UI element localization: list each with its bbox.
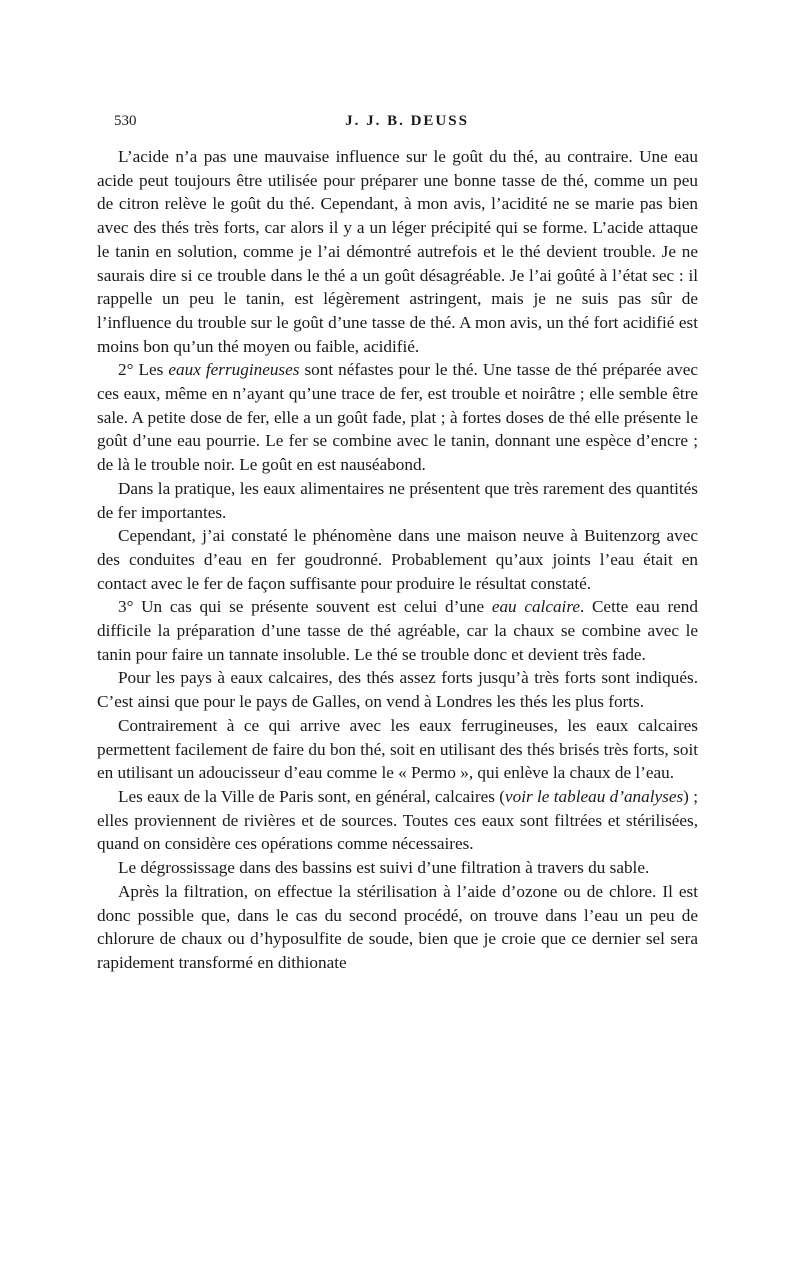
running-head: J. J. B. DEUSS — [345, 113, 469, 129]
paragraph — [97, 856, 698, 880]
text-segment: Après la filtration, on effectue la stérilisation à l’aide d’ozone ou de chlore. Il est donc possible que, dans le cas du second procédé, on trouve dans l’eau un peu de chlorure de chaux ou d’hyposulfite de soude, bien que je croie que ce dernier sel sera rapidement transformé en dithionate — [97, 881, 698, 972]
paragraph — [97, 358, 698, 477]
text-segment: Dans la pratique, les eaux alimentaires ne présentent que très rarement des quantités de fer importantes. — [97, 478, 698, 522]
text-segment: 2° Les — [118, 360, 169, 380]
paragraph — [97, 880, 698, 975]
text-segment: L’acide n’a pas une mauvaise influence sur le goût du thé, au contraire. Une eau acide peut toujours être utilisée pour préparer une bonne tasse de thé, comme un peu de citron relève le goût du thé. Cependant, à mon avis, l’acidité ne se marie pas bien avec des thés très forts, car alors il y a un léger précipité qui se forme. L’acide attaque le tanin en solution, comme je l’ai démontré autrefois et le thé devient trouble. Je ne saurais dire si ce trouble dans le thé a un goût désagréable. Je l’ai goûté à l’état sec : il rappelle un peu le tanin, est légèrement astringent, mais je ne suis pas sûr de l’influence du trouble sur le goût d’une tasse de thé. A mon avis, un thé fort acidifié est moins bon qu’un thé moyen ou faible, acidifié. — [97, 147, 698, 356]
text-segment: Cependant, j’ai constaté le phénomène dans une maison neuve à Buitenzorg avec des conduites d’eau en fer goudronné. Probablement qu’aux joints l’eau était en contact avec le fer de façon suffisante pour produire le résultat constaté. — [97, 526, 698, 593]
text-segment: sont néfastes pour le thé. Une tasse de thé préparée avec ces eaux, même en n’ayant qu’une trace de fer, est trouble et noirâtre ; elle semble être sale. A petite dose de fer, elle a un goût fade, plat ; à fortes doses de thé elle présente le goût d’une eau pourrie. Le fer se combine avec le tanin, donnant une espèce d’encre ; de là le trouble noir. Le goût en est nauséabond. — [97, 360, 698, 475]
text-segment: . Cette eau rend difficile la préparation d’une tasse de thé agréable, car la chaux se combine avec le tanin pour faire un tannate insoluble. Le thé se trouble donc et devient très fade. — [97, 597, 698, 664]
text-segment: 3° Un cas qui se présente souvent est celui d’une — [118, 597, 492, 617]
page-number: 530 — [114, 113, 137, 129]
paragraph — [97, 145, 698, 358]
italic-text: voir le tableau d’analyses — [505, 786, 684, 806]
paragraph — [97, 714, 698, 785]
paragraph — [97, 477, 698, 524]
paragraph — [97, 666, 698, 713]
paragraph — [97, 524, 698, 595]
text-segment: Le dégrossissage dans des bassins est suivi d’une filtration à travers du sable. — [118, 858, 650, 878]
text-segment: Les eaux de la Ville de Paris sont, en général, calcaires ( — [118, 786, 506, 806]
text-segment: Pour les pays à eaux calcaires, des thés assez forts jusqu’à très forts sont indiqués. C’est ainsi que pour le pays de Galles, on vend à Londres les thés les plus forts. — [97, 668, 698, 712]
body-text — [97, 145, 698, 975]
paragraph — [97, 595, 698, 666]
text-segment: Contrairement à ce qui arrive avec les eaux ferrugineuses, les eaux calcaires permettent facilement de faire du bon thé, soit en utilisant des thés brisés très forts, soit en utilisant un adoucisseur d’eau comme le « Permo », qui enlève la chaux de l’eau. — [97, 715, 698, 783]
paragraph — [97, 785, 698, 856]
text-segment: ) ; elles proviennent de rivières et de sources. Toutes ces eaux sont filtrées et stérilisées, quand on considère ces opérations comme nécessaires. — [97, 786, 699, 854]
italic-text: eau calcaire — [491, 597, 580, 617]
page-header — [114, 113, 700, 137]
italic-text: eaux ferrugineuses — [168, 360, 300, 380]
